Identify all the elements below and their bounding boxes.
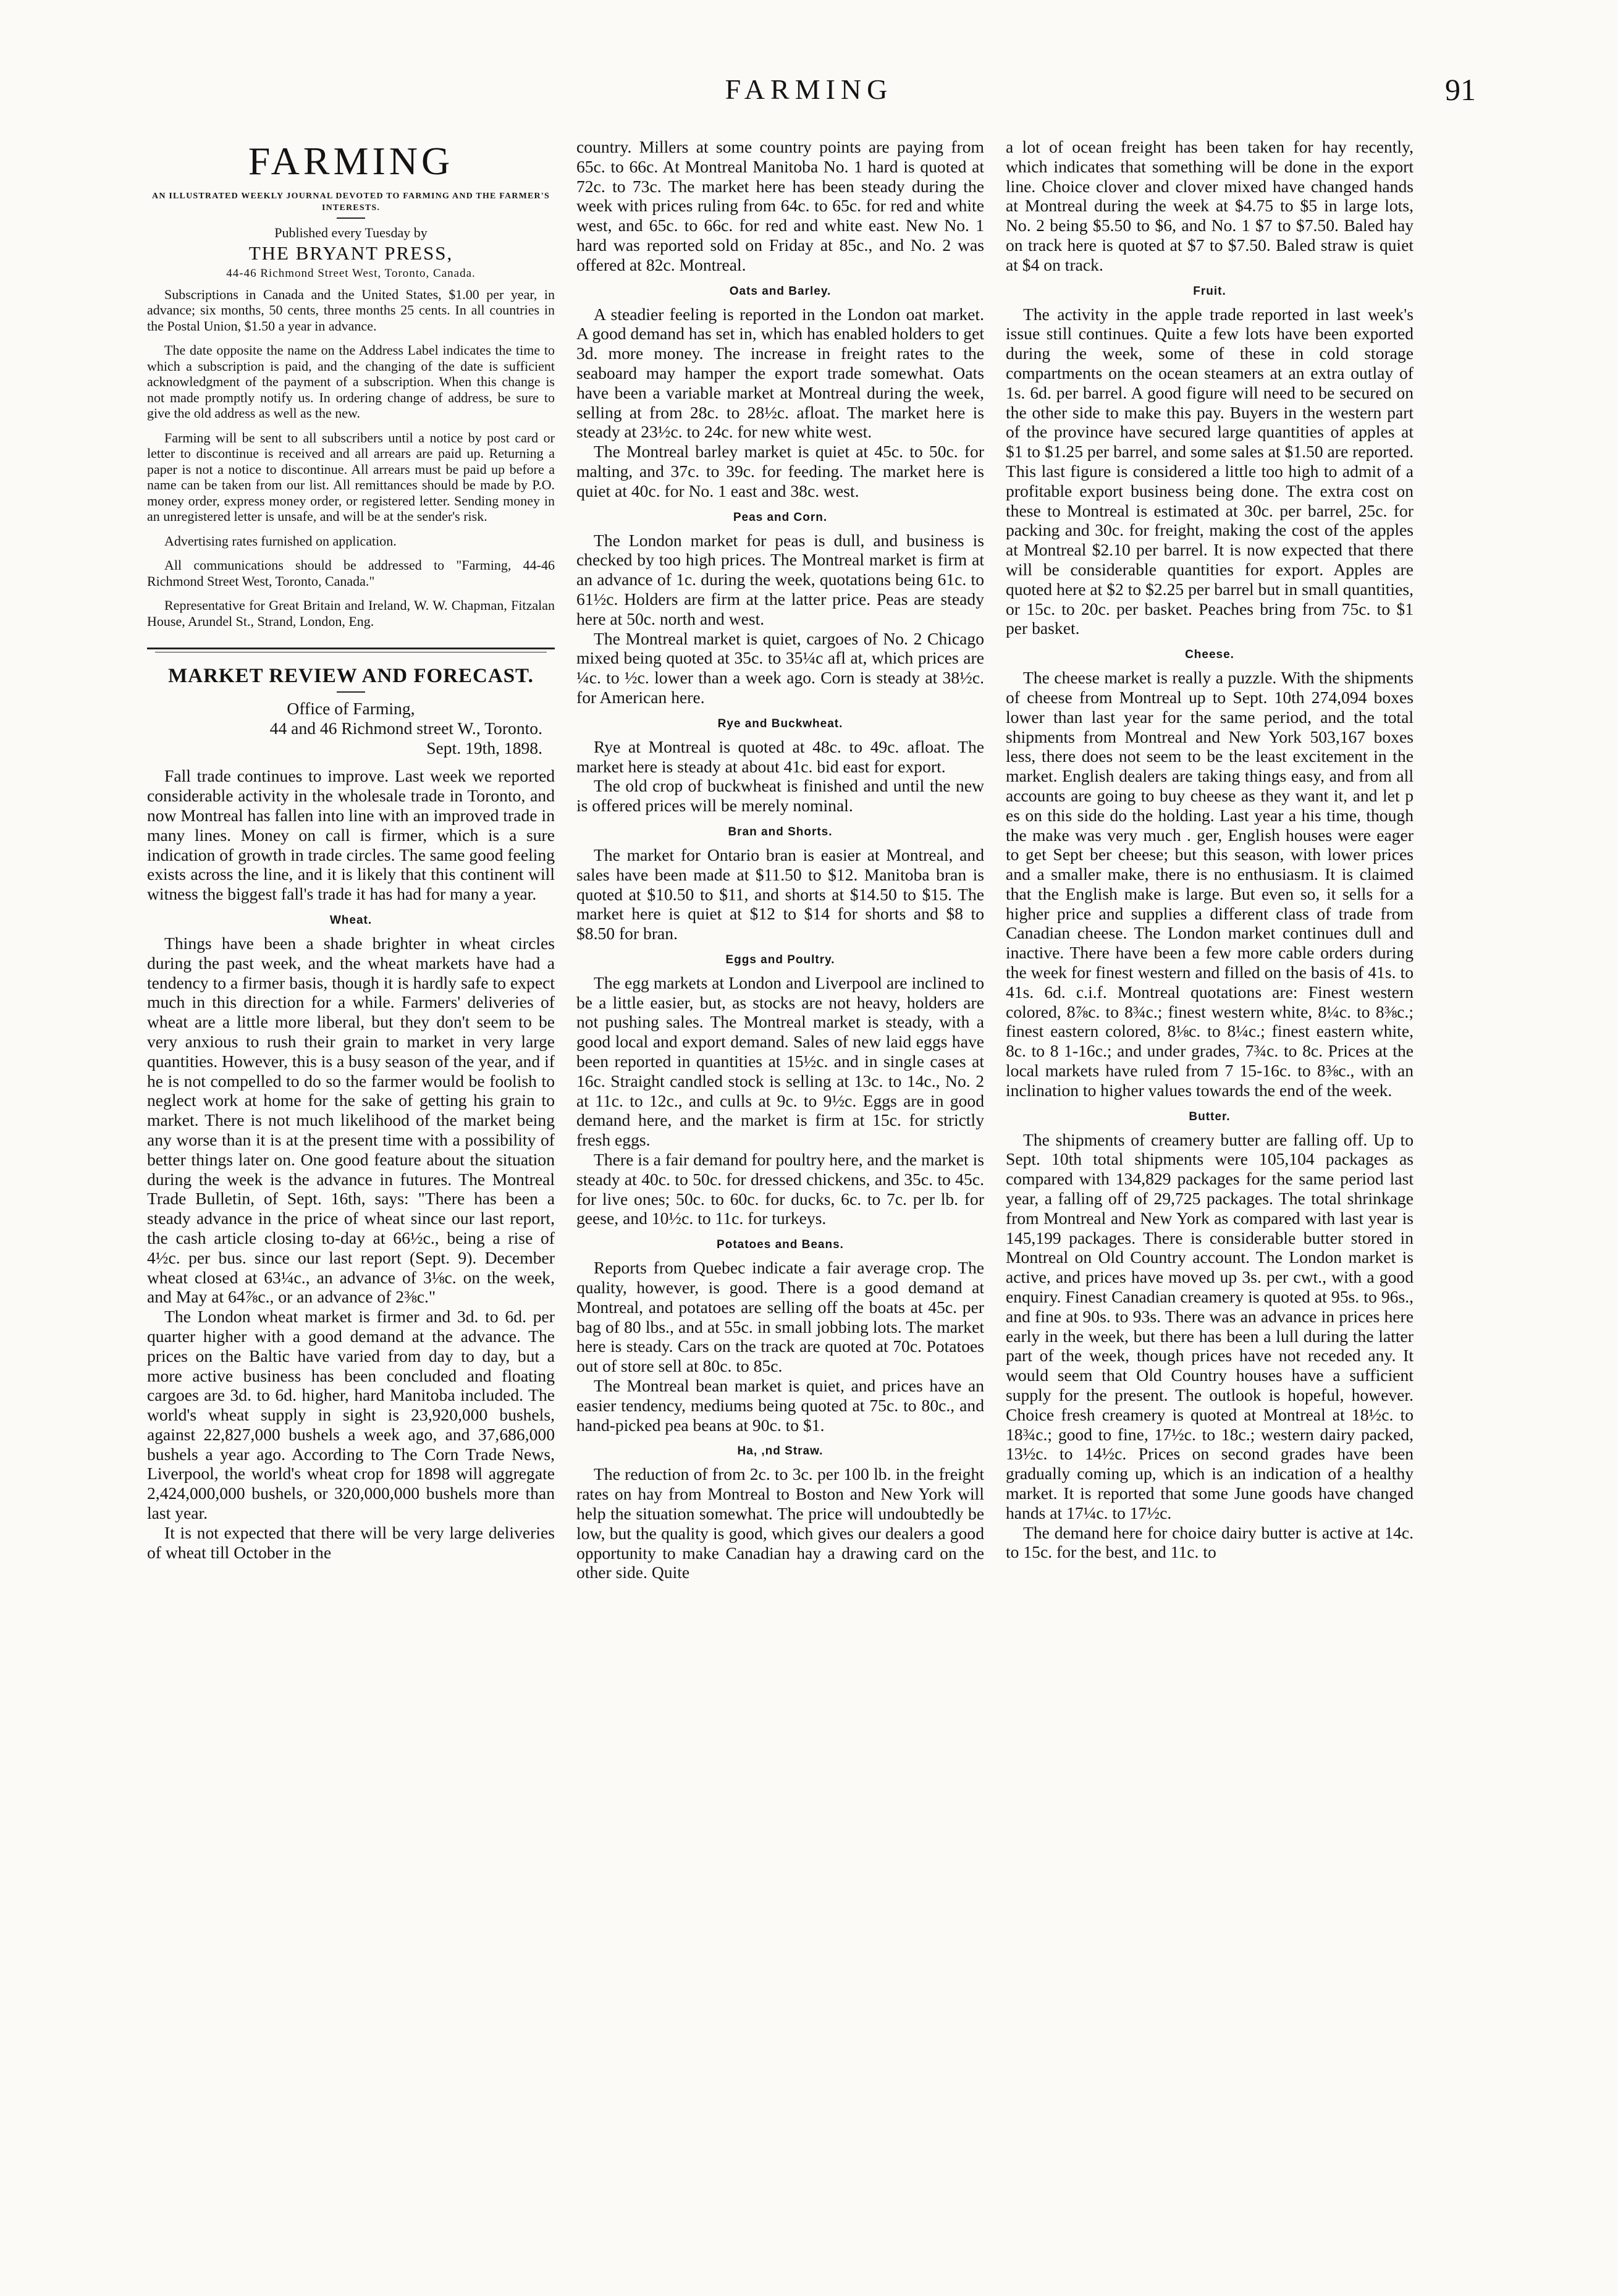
peas-paragraph: The London market for peas is dull, and business is checked by too high prices. The Montreal market is firm at an advance of 1c. during the week, quotations being 61c. to 61½c. Holders are firm at the latter price. Peas are steady here at 50c. north and west. [576,530,984,628]
column-1 [147,137,555,2263]
bran-paragraph: The market for Ontario bran is easier at Montreal, and sales have been made at $11.50 to $12. Manitoba bran is quoted at $10.50 to $11, and shorts at $14.50 to $15. The market here is quiet at $12 to $14 for shorts and $8 to $8.50 for bran. [576,845,984,943]
notice-paragraph: All communications should be addressed to "Farming, 44-46 Richmond Street West, Toronto, Canada." [147,557,555,589]
wheat-paragraph: The London wheat market is firmer and 3d. to 6d. per quarter higher with a good demand at the advance. The prices on the Baltic have varied from day to day, but a more active business has been concluded and floating cargoes are 3d. to 6d. higher, hard Manitoba included. The world's wheat supply in sight is 23,920,000 bushels, against 22,827,000 bushels a week ago, and 37,686,000 bushels a year ago. According to The Corn Trade News, Liverpool, the world's wheat crop for 1898 will aggregate 2,424,000,000 bushels, or 320,000,000 bushels more than last year. [147,1307,555,1523]
eggs-paragraph: The egg markets at London and Liverpool are inclined to be a little easier, but, as stocks are not heavy, holders are not pushing sales. The Montreal market is steady, with a good local and export demand. Sales of new laid eggs have been reported in quantities at 15½c. and in single cases at 16c. Straight candled stock is selling at 13c. to 14c., No. 2 at 11c. to 12c., and culls at 9c. to 9½c. Eggs are in good demand here, and the market is firm at 15c. for strictly fresh eggs. [576,973,984,1150]
peas-heading: Peas and Corn. [733,510,828,524]
article-columns [147,137,1488,2263]
report-date: Sept. 19th, 1898. [426,738,542,758]
potatoes-paragraph: The Montreal bean market is quiet, and prices have an easier tendency, mediums being quoted at 75c. to 80c., and hand-picked pea beans at 90c. to $1. [576,1376,984,1435]
bran-heading: Bran and Shorts. [728,825,833,838]
rye-paragraph: Rye at Montreal is quoted at 48c. to 49c. afloat. The market here is steady at about 41c. bid east for export. [576,736,984,776]
running-title: FARMING [725,74,893,105]
notice-paragraph: Representative for Great Britain and Ireland, W. W. Chapman, Fitzalan House, Arundel St., Strand, London, Eng. [147,597,555,629]
eggs-paragraph: There is a fair demand for poultry here, and the market is steady at 40c. to 50c. for dressed chickens, and 35c. to 45c. for live ones; 50c. to 60c. for ducks, 6c. to 7c. per lb. for geese, and 10½c. to 11c. for turkeys. [576,1150,984,1228]
rye-paragraph: The old crop of buckwheat is finished and until the new is offered prices will be merely nominal. [576,776,984,816]
office-address: 44 and 46 Richmond street W., Toronto. [269,718,542,738]
publisher-name: THE BRYANT PRESS, [248,242,453,264]
publisher-address: 44-46 Richmond Street West, Toronto, Canada. [226,266,476,280]
peas-paragraph: The Montreal market is quiet, cargoes of No. 2 Chicago mixed being quoted at 35c. to 35¼c afl at, which prices are ¼c. to ½c. lower than a week ago. Corn is steady at 38½c. for American here. [576,628,984,707]
masthead-block [147,225,555,629]
column-2 [576,137,984,2263]
cheese-paragraph: The cheese market is really a puzzle. With the shipments of cheese from Montreal up to Sept. 10th 274,094 boxes lower than last year for the same period, and the total shipments from Montreal and New York 503,167 boxes less, there does not seem to be the least excitement in the market. English dealers are taking things easy, and from all accounts are going to buy cheese as they want it, and let p es on this side do the holding. Last year a his time, though the make was very much . ger, English houses were eager to get Sept ber cheese; but this season, with lower prices and a smaller make, there is no enthusiasm. It is claimed that the English make is large. But even so, it sells for a higher price and supplies a different class of trade from Canadian cheese. The London market continues dull and inactive. There have been a few more cable orders during the week for finest western and filled on the basis of 41s. to 41s. 6d. c.i.f. Montreal quotations are: Finest western colored, 8⅞c. to 8¾c.; finest western white, 8¼c. to 8⅜c.; finest eastern colored, 8⅛c. to 8¼c.; finest eastern white, 8c. to 8 1-16c.; and under grades, 7¾c. to 8c. Prices at the local markets have ruled from 7 15-16c. to 8⅜c., with an inclination to higher values towards the end of the week. [1006,668,1414,1100]
notice-paragraph: The date opposite the name on the Address Label indicates the time to which a subscription is paid, and the changing of the date is sufficient acknowledgment of the payment of a subscription. When this change is not made promptly notify us. In ordering change of address, be sure to give the old address as well as the new. [147,342,555,421]
wheat-paragraph: Things have been a shade brighter in wheat circles during the past week, and the wheat markets have had a tendency to a firmer basis, though it is hardly safe to expect much in this direction for a while. Farmers' deliveries of wheat are a little more liberal, but they don't seem to be very anxious to rush their grain to market in very large quantities. However, this is a busy season of the year, and if he is not compelled to do so the farmer would be foolish to neglect work at home for the sake of getting his grain to market. There is not much likelihood of the market being any worse than it is at the present time with a possibility of better things later on. One good feature about the situation during the week is the advance in futures. The Montreal Trade Bulletin, of Sept. 16th, says: "There has been a steady advance in the price of wheat since our last report, the cash article closing to-day at 66½c., being a rise of 4½c. per bus. since our last report (Sept. 9). December wheat closed at 63¼c., an advance of 3⅛c. on the week, and May at 64⅞c., or an advance of 2⅜c." [147,933,555,1307]
divider [337,691,365,693]
divider [337,217,365,219]
cheese-heading: Cheese. [1185,648,1234,662]
oats-paragraph: The Montreal barley market is quiet at 45c. to 50c. for malting, and 37c. to 39c. for feeding. The market here is quiet at 40c. for No. 1 east and 38c. west. [576,442,984,500]
rye-heading: Rye and Buckwheat. [717,717,843,730]
page-number: 91 [1445,72,1476,107]
office-line: Office of Farming, [287,699,415,718]
eggs-heading: Eggs and Poultry. [725,953,835,966]
butter-heading: Butter. [1189,1110,1231,1123]
fruit-paragraph: The activity in the apple trade reported in last week's issue still continues. Quite a few lots have been exported during the week, some of these in cold storage compartments on the ocean steamers at an extra outlay of 1s. 6d. per barrel. A good figure will need to be secured on the other side to make this pay. Buyers in the western part of the province have secured large quantities of apples at $1 to $1.25 per barrel, and some sales at $1.50 are reported. This last figure is considered a little too high to admit of a profitable export business being done. The extra cost on these to Montreal is estimated at 30c. per barrel, 25c. for packing and 30c. for freight, making the cost of the apples at Montreal $2.10 per barrel. It is now expected that there will be considerable quantities for export. Apples are quoted here at $2 to $2.25 per barrel but in small quantities, or 15c. to 20c. per basket. Peaches bring from 75c. to $1 per basket. [1006,304,1414,638]
column-3 [1006,137,1414,2263]
notice-paragraph: Advertising rates furnished on application. [164,533,397,549]
notice-paragraph: Subscriptions in Canada and the United States, $1.00 per year, in advance; six months, 50 cents, three months 25 cents. In all countries in the Postal Union, $1.50 a year in advance. [147,286,555,334]
oats-paragraph: A steadier feeling is reported in the London oat market. A good demand has set in, which has enabled holders to get 3d. more money. The increase in freight rates to the seaboard may hamper the export trade somewhat. Oats have been a variable market at Montreal during the week, selling at from 28c. to 28½c. afloat. The market here is steady at 23½c. to 24c. for new white west. [576,304,984,442]
potatoes-heading: Potatoes and Beans. [717,1238,844,1252]
butter-paragraph: The demand here for choice dairy butter is active at 14c. to 15c. for the best, and 11c. to [1006,1522,1414,1562]
wheat-heading: Wheat. [329,913,373,927]
oats-heading: Oats and Barley. [729,284,832,298]
intro-paragraph: Fall trade continues to improve. Last week we reported considerable activity in the wholesale trade in Toronto, and now Montreal has fallen into line with an improved trade in many lines. Money on call is firmer, which is a sure indication of growth in trade circles. The same good feeling exists across the line, and it is likely that this continent will witness the biggest fall's trade it has had for many a year. [147,766,555,904]
double-rule [147,648,555,652]
fruit-heading: Fruit. [1193,284,1226,298]
continued-paragraph: a lot of ocean freight has been taken for hay recently, which indicates that something will be done in the export line. Choice clover and clover mixed have changed hands at Montreal during the week at $4.75 to $5 in large lots, No. 2 being $5.50 to $6, and No. 1 $7 to $7.50. Baled hay on track here is quoted at $7 to $7.50. Baled straw is quiet at $4 on track. [1006,137,1414,274]
section-title: MARKET REVIEW AND FORECAST. [168,665,534,687]
continued-paragraph: country. Millers at some country points are paying from 65c. to 66c. At Montreal Manitoba No. 1 hard is quoted at 72c. to 73c. The market here has been steady during the week with prices ruling from 64c. to 65c. for red and white west, and 65c. to 66c. for red and white east. New No. 1 hard was reported sold on Friday at 85c., and No. 2 was offered at 82c. Montreal. [576,137,984,274]
wheat-paragraph: It is not expected that there will be very large deliveries of wheat till October in the [147,1522,555,1562]
published-line: Published every Tuesday by [274,225,428,240]
hay-heading: Ha, ,nd Straw. [737,1445,824,1458]
butter-paragraph: The shipments of creamery butter are falling off. Up to Sept. 10th total shipments were 105,104 packages as compared with 134,829 packages for the same period last year, a falling off of 29,725 packages. The total shrinkage from Montreal and New York as compared with last year is 145,199 packages. There is considerable butter stored in Montreal on Old Country account. The London market is active, and prices have moved up 3s. per cwt., with a good enquiry. Finest Canadian creamery is quoted at 95s. to 96s., and fine at 90s. to 93s. There was an advance in prices here early in the week, but there has been a lull during the latter part of the week, though prices have not receded any. It would seem that Old Country houses have a sufficient supply for the present. The outlook is hopeful, however. Choice fresh creamery is quoted at Montreal at 18½c. to 18¾c.; good to fine, 17½c. to 18c.; western dairy packed, 13½c. to 14½c. Prices on second grades have been gradually coming up, which is an indication of a healthy market. It is reported that some June goods have changed hands at 17¼c. to 17½c. [1006,1129,1414,1522]
page-header [0,0,1618,117]
potatoes-paragraph: Reports from Quebec indicate a fair average crop. The quality, however, is good. There is a good demand at Montreal, and potatoes are selling off the boats at 45c. per bag of 80 lbs., and at 55c. in small jobbing lots. The market here is steady. Cars on the track are quoted at 70c. Potatoes out of store sell at 80c. to 85c. [576,1258,984,1376]
hay-paragraph: The reduction of from 2c. to 3c. per 100 lb. in the freight rates on hay from Montreal to Boston and New York will help the situation somewhat. The price will undoubtedly be low, but the quality is good, which gives our dealers a good opportunity to make Canadian hay a drawing card on the other side. Quite [576,1464,984,1582]
masthead-subtitle: AN ILLUSTRATED WEEKLY JOURNAL DEVOTED TO FARMING AND THE FARMER'S INTERESTS. [152,192,550,213]
notice-paragraph: Farming will be sent to all subscribers until a notice by post card or letter to discontinue is received and all arrears are paid up. Returning a paper is not a notice to discontinue. All arrears must be paid up before a name can be taken from our list. All remittances should be made by P.O. money order, express money order, or registered letter. Sending money in an unregistered letter is unsafe, and will be at the sender's risk. [147,429,555,524]
masthead-title: FARMING [248,139,454,183]
